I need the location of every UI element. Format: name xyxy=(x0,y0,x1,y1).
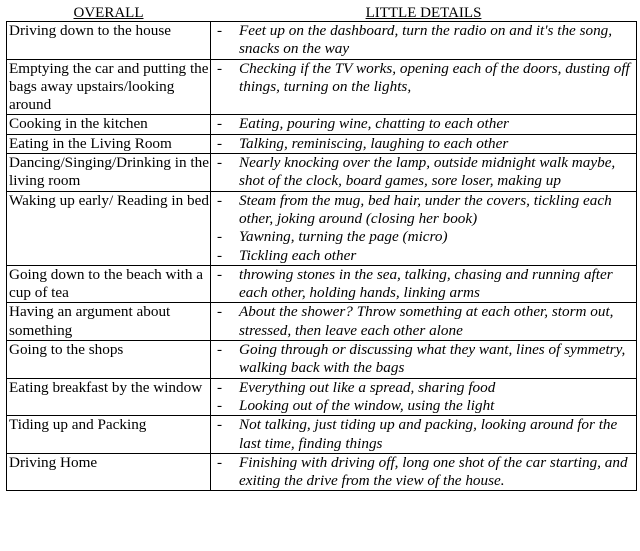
bullet-dash: - xyxy=(217,246,223,264)
detail-item xyxy=(215,192,636,229)
details-cell xyxy=(211,453,637,491)
detail-text: Not talking, just tiding up and packing, looking around for the last time, finding things xyxy=(239,416,618,452)
overall-cell: Emptying the car and putting the bags away upstairs/looking around xyxy=(7,59,211,115)
detail-item xyxy=(215,22,636,59)
detail-text: Feet up on the dashboard, turn the radio on and it's the song, snacks on the way xyxy=(239,22,613,58)
overall-cell: Tiding up and Packing xyxy=(7,416,211,454)
overall-cell: Going down to the beach with a cup of tea xyxy=(7,265,211,303)
table-row xyxy=(7,22,637,60)
overall-cell: Eating in the Living Room xyxy=(7,134,211,153)
table-row xyxy=(7,378,637,416)
detail-item xyxy=(215,416,636,453)
bullet-dash: - xyxy=(217,115,223,133)
detail-item xyxy=(215,303,636,340)
details-cell xyxy=(211,341,637,379)
details-cell xyxy=(211,134,637,153)
detail-item xyxy=(215,341,636,378)
bullet-dash: - xyxy=(217,228,223,246)
detail-item xyxy=(215,266,636,303)
detail-text: Going through or discussing what they want, lines of symmetry, walking back with the bags xyxy=(239,341,626,377)
details-cell xyxy=(211,59,637,115)
detail-item xyxy=(215,397,636,415)
overall-cell: Driving down to the house xyxy=(7,22,211,60)
bullet-dash: - xyxy=(217,416,223,434)
detail-text: Steam from the mug, bed hair, under the covers, tickling each other, joking around (closing her book) xyxy=(239,191,612,227)
bullet-dash: - xyxy=(217,265,223,283)
overall-cell: Driving Home xyxy=(7,453,211,491)
detail-item xyxy=(215,60,636,97)
details-column-header: LITTLE DETAILS xyxy=(211,5,637,22)
overall-cell: Waking up early/ Reading in bed xyxy=(7,191,211,265)
details-cell xyxy=(211,378,637,416)
table-body xyxy=(7,22,637,491)
detail-item xyxy=(215,228,636,246)
details-cell xyxy=(211,416,637,454)
detail-text: Yawning, turning the page (micro) xyxy=(239,228,448,246)
details-cell xyxy=(211,303,637,341)
detail-text: Eating, pouring wine, chatting to each other xyxy=(239,115,509,133)
bullet-dash: - xyxy=(217,396,223,414)
detail-text: Everything out like a spread, sharing food xyxy=(239,378,496,396)
detail-text: Talking, reminiscing, laughing to each other xyxy=(239,134,509,152)
detail-text: Looking out of the window, using the light xyxy=(239,396,495,414)
bullet-dash: - xyxy=(217,22,223,39)
table-row xyxy=(7,303,637,341)
details-cell xyxy=(211,265,637,303)
bullet-dash: - xyxy=(217,341,223,359)
overall-column-header: OVERALL xyxy=(7,5,211,22)
table-row xyxy=(7,134,637,153)
overall-cell: Eating breakfast by the window xyxy=(7,378,211,416)
overall-cell: Cooking in the kitchen xyxy=(7,115,211,134)
overall-cell: Dancing/Singing/Drinking in the living room xyxy=(7,154,211,192)
detail-item xyxy=(215,115,636,133)
detail-item xyxy=(215,154,636,191)
scene-breakdown-document xyxy=(6,5,636,491)
table-row xyxy=(7,341,637,379)
overall-cell: Having an argument about something xyxy=(7,303,211,341)
bullet-dash: - xyxy=(217,191,223,209)
table-row xyxy=(7,154,637,192)
details-cell xyxy=(211,22,637,60)
overall-cell: Going to the shops xyxy=(7,341,211,379)
detail-text: Tickling each other xyxy=(239,246,357,264)
bullet-dash: - xyxy=(217,378,223,396)
table-row xyxy=(7,265,637,303)
detail-item xyxy=(215,379,636,397)
header-row xyxy=(7,5,637,22)
table-row xyxy=(7,453,637,491)
detail-item xyxy=(215,135,636,153)
detail-item xyxy=(215,454,636,491)
details-cell xyxy=(211,154,637,192)
table-row xyxy=(7,59,637,115)
scene-table xyxy=(6,5,637,491)
table-row xyxy=(7,115,637,134)
detail-text: Finishing with driving off, long one shot of the car starting, and exiting the drive from the view of the house. xyxy=(239,453,628,490)
table-row xyxy=(7,191,637,265)
bullet-dash: - xyxy=(217,303,223,321)
detail-text: throwing stones in the sea, talking, chasing and running after each other, holding hands, linking arms xyxy=(239,265,613,302)
bullet-dash: - xyxy=(217,59,223,77)
detail-text: Nearly knocking over the lamp, outside midnight walk maybe, shot of the clock, board games, sore loser, making up xyxy=(239,154,616,190)
table-row xyxy=(7,416,637,454)
detail-item xyxy=(215,247,636,265)
bullet-dash: - xyxy=(217,154,223,172)
detail-text: About the shower? Throw something at each other, storm out, stressed, then leave each other alone xyxy=(239,303,614,339)
bullet-dash: - xyxy=(217,134,223,152)
details-cell xyxy=(211,115,637,134)
bullet-dash: - xyxy=(217,453,223,471)
detail-text: Checking if the TV works, opening each of the doors, dusting off things, turning on the lights, xyxy=(239,59,630,95)
details-cell xyxy=(211,191,637,265)
